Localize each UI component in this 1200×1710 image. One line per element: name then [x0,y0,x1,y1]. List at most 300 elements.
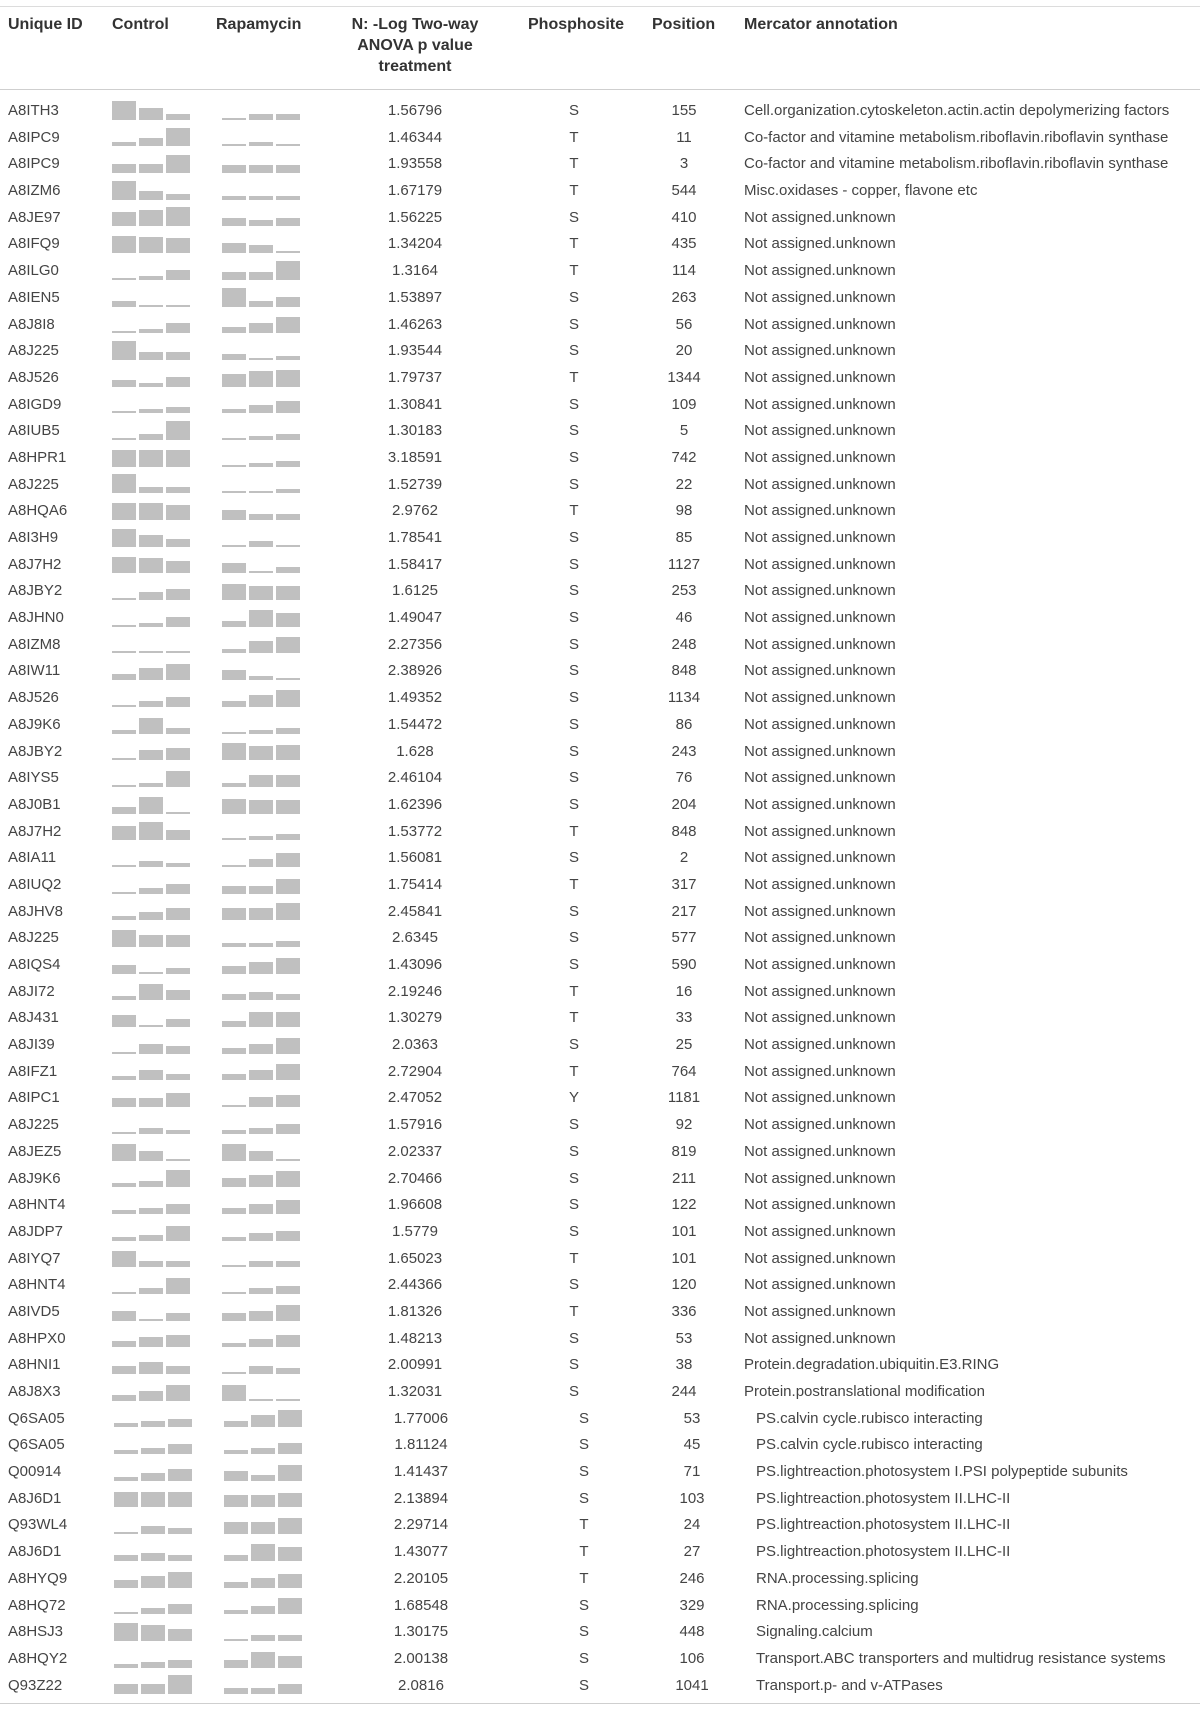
mercator-annotation-cell: Not assigned.unknown [744,422,896,440]
control-bar-2 [139,984,163,1000]
rapamycin-bar-2 [249,1311,273,1321]
unique-id-cell: A8J8I8 [8,315,55,333]
control-bar-2 [141,1608,165,1614]
control-bar-1 [112,1311,136,1321]
table-row [0,1645,1200,1672]
phosphosite-cell: S [568,715,579,733]
header-rapamycin: Rapamycin [216,16,302,33]
table-row [0,391,1200,418]
rapamycin-bar-2 [249,695,273,707]
control-sparkbars [112,1381,190,1401]
rapamycin-bar-1 [222,943,246,947]
mercator-annotation-cell: Not assigned.unknown [744,315,896,333]
control-bar-3 [168,1492,192,1507]
control-sparkbars [114,1514,192,1534]
unique-id-cell: A8J431 [8,1009,59,1027]
phosphosite-cell: S [578,1463,589,1481]
control-bar-3 [166,561,190,573]
table-row [0,1351,1200,1378]
table-row [0,311,1200,338]
rapamycin-bar-3 [276,1064,300,1080]
rapamycin-bar-1 [222,491,246,493]
mercator-annotation-cell: Not assigned.unknown [744,1142,896,1160]
rapamycin-bar-3 [276,613,300,627]
unique-id-cell: A8IUB5 [8,422,60,440]
control-sparkbars [112,153,190,173]
rapamycin-bar-3 [276,1368,300,1374]
mercator-annotation-cell: Not assigned.unknown [744,1276,896,1294]
control-bar-1 [112,142,136,146]
rapamycin-bar-2 [249,1261,273,1267]
position-cell: 22 [675,475,693,493]
bottom-rule [0,1703,1200,1704]
table-row [0,1058,1200,1085]
nlog-pvalue-cell: 1.30841 [387,395,443,413]
rapamycin-sparkbars [222,1381,300,1401]
control-bar-3 [166,1204,190,1214]
control-sparkbars [114,1674,192,1694]
unique-id-cell: A8IFZ1 [8,1062,58,1080]
phosphosite-cell: S [568,902,579,920]
position-cell: 742 [671,448,697,466]
control-bar-2 [139,623,163,627]
table-row [0,577,1200,604]
nlog-pvalue-cell: 2.38926 [387,662,443,680]
unique-id-cell: A8IYS5 [8,769,59,787]
rapamycin-bar-3 [276,1305,300,1321]
phosphosite-cell: S [568,1036,579,1054]
control-bar-3 [168,1572,192,1588]
control-bar-2 [139,108,163,120]
rapamycin-sparkbars [224,1621,302,1641]
control-sparkbars [112,927,190,947]
phosphosite-cell: S [568,769,579,787]
control-bar-2 [139,237,163,253]
phosphosite-cell: S [568,1116,579,1134]
control-sparkbars [112,473,190,493]
control-bar-1 [112,598,136,600]
position-cell: 20 [675,342,693,360]
phosphosite-cell: S [568,1329,579,1347]
control-bar-1 [112,1251,136,1267]
control-sparkbars [112,1194,190,1214]
mercator-annotation-cell: Not assigned.unknown [744,208,896,226]
rapamycin-bar-1 [222,1021,246,1027]
position-cell: 317 [671,875,697,893]
table-row [0,230,1200,257]
control-bar-2 [139,1208,163,1214]
rapamycin-bar-3 [278,1443,302,1454]
nlog-pvalue-cell: 2.45841 [387,902,443,920]
control-bar-3 [166,539,190,547]
rapamycin-bar-2 [249,1175,273,1187]
control-bar-1 [112,341,136,360]
control-bar-2 [139,383,163,387]
rapamycin-bar-3 [276,637,300,653]
rapamycin-sparkbars [222,1354,300,1374]
rapamycin-bar-2 [251,1635,275,1641]
position-cell: 1181 [667,1089,701,1107]
rapamycin-bar-3 [276,1038,300,1054]
control-bar-2 [139,651,163,653]
table-row [0,1618,1200,1645]
rapamycin-bar-2 [251,1544,275,1561]
phosphosite-cell: S [578,1623,589,1641]
rapamycin-bar-3 [276,356,300,360]
rapamycin-bar-2 [249,371,273,387]
rapamycin-bar-1 [222,1313,246,1321]
table-row [0,1191,1200,1218]
control-bar-2 [139,276,163,280]
control-sparkbars [112,1060,190,1080]
rapamycin-sparkbars [222,233,300,253]
control-bar-2 [139,1261,163,1267]
nlog-pvalue-cell: 2.0816 [398,1676,444,1694]
position-cell: 764 [671,1062,697,1080]
control-sparkbars [114,1461,192,1481]
control-bar-2 [139,164,163,173]
rapamycin-sparkbars [222,1194,300,1214]
table-row [0,871,1200,898]
unique-id-cell: A8HNI1 [8,1356,61,1374]
control-bar-2 [141,1421,165,1427]
control-bar-2 [141,1553,165,1561]
table-row [0,898,1200,925]
control-bar-3 [166,664,190,680]
phosphosite-cell: T [569,1249,579,1267]
position-cell: 120 [671,1276,697,1294]
phosphosite-cell: S [568,849,579,867]
position-cell: 98 [675,502,693,520]
control-bar-3 [166,323,190,333]
mercator-annotation-cell: PS.lightreaction.photosystem I.PSI polypeptide subunits [756,1463,1128,1481]
table-row [0,124,1200,151]
rapamycin-bar-1 [222,1048,246,1054]
position-cell: 1127 [667,555,701,573]
nlog-pvalue-cell: 1.54472 [387,715,443,733]
mercator-annotation-cell: PS.calvin cycle.rubisco interacting [756,1409,983,1427]
control-bar-1 [112,1052,136,1054]
table-row [0,1165,1200,1192]
table-row [0,1298,1200,1325]
unique-id-cell: A8IQS4 [8,956,61,973]
control-bar-3 [168,1444,192,1454]
position-cell: 101 [671,1222,697,1240]
control-bar-2 [139,912,163,920]
rapamycin-bar-1 [222,144,246,146]
phosphosite-cell: S [568,1196,579,1214]
rapamycin-bar-2 [249,586,273,600]
rapamycin-bar-1 [222,545,246,547]
rapamycin-sparkbars [222,206,300,226]
nlog-pvalue-cell: 1.81124 [394,1436,448,1454]
control-bar-2 [139,503,163,520]
rapamycin-bar-1 [222,438,246,440]
control-bar-2 [139,1128,163,1134]
unique-id-cell: A8JEZ5 [8,1142,62,1160]
control-bar-2 [139,888,163,894]
rapamycin-sparkbars [222,1301,300,1321]
control-bar-1 [112,785,136,787]
unique-id-cell: A8J225 [8,342,59,360]
mercator-annotation-cell: Not assigned.unknown [744,1116,896,1134]
table-row [0,844,1200,871]
rapamycin-bar-2 [249,1070,273,1080]
rapamycin-sparkbars [222,740,300,760]
position-cell: 46 [675,609,693,627]
control-sparkbars [112,527,190,547]
rapamycin-bar-3 [278,1635,302,1641]
table-row [0,818,1200,845]
rapamycin-bar-1 [222,584,246,600]
rapamycin-bar-3 [276,690,300,707]
control-bar-2 [139,1337,163,1347]
phosphosite-cell: T [579,1543,589,1561]
rapamycin-bar-1 [222,1178,246,1187]
unique-id-cell: A8JBY2 [8,742,63,760]
rapamycin-bar-2 [249,1339,273,1347]
table-row [0,1138,1200,1165]
control-bar-2 [141,1662,165,1668]
control-sparkbars [112,1354,190,1374]
position-cell: 109 [671,395,697,413]
control-bar-3 [166,1226,190,1241]
position-cell: 1041 [675,1676,709,1694]
control-bar-1 [112,212,136,226]
table-row [0,1111,1200,1138]
table-row [0,1245,1200,1272]
control-bar-2 [141,1448,165,1454]
nlog-pvalue-cell: 1.53897 [387,288,443,306]
rapamycin-sparkbars [222,954,300,974]
control-bar-3 [166,748,190,760]
mercator-annotation-cell: Not assigned.unknown [744,742,896,760]
control-sparkbars [112,847,190,867]
table-row [0,1672,1200,1699]
mercator-annotation-cell: Not assigned.unknown [744,1302,896,1320]
rapamycin-bar-2 [249,1012,273,1027]
control-bar-1 [112,1076,136,1080]
rapamycin-bar-2 [249,514,273,520]
nlog-pvalue-cell: 1.46263 [387,315,443,333]
rapamycin-sparkbars [224,1434,302,1454]
rapamycin-bar-3 [276,941,300,947]
phosphosite-cell: S [568,1383,579,1400]
mercator-annotation-cell: Not assigned.unknown [744,475,896,493]
phosphosite-cell: S [568,102,579,119]
unique-id-cell: A8IFQ9 [8,235,60,253]
nlog-pvalue-cell: 1.52739 [387,475,443,493]
rapamycin-bar-2 [251,1688,275,1694]
position-cell: 16 [675,982,693,1000]
control-bar-3 [166,421,190,440]
table-row [0,1538,1200,1565]
rapamycin-bar-1 [222,288,246,307]
nlog-pvalue-cell: 1.48213 [387,1329,443,1347]
control-bar-3 [166,1366,190,1374]
rapamycin-bar-2 [249,836,273,840]
phosphosite-cell: S [578,1489,589,1507]
control-bar-2 [139,1044,163,1054]
unique-id-cell: A8IPC9 [8,128,60,146]
control-sparkbars [112,1007,190,1027]
unique-id-cell: A8ITH3 [8,102,59,119]
nlog-pvalue-cell: 1.49352 [387,689,443,707]
control-bar-2 [141,1473,165,1481]
mercator-annotation-cell: Not assigned.unknown [744,368,896,386]
table-row [0,764,1200,791]
control-sparkbars [112,447,190,467]
rapamycin-bar-1 [224,1450,248,1454]
rapamycin-bar-2 [251,1495,275,1507]
control-bar-1 [112,826,136,840]
rapamycin-bar-3 [276,678,300,680]
control-sparkbars [112,313,190,333]
table-row [0,1004,1200,1031]
mercator-annotation-cell: Co-factor and vitamine metabolism.riboflavin.riboflavin synthase [744,155,1169,173]
position-cell: 2 [679,849,689,867]
control-sparkbars [112,1221,190,1241]
rapamycin-sparkbars [222,633,300,653]
position-cell: 38 [675,1356,693,1374]
control-bar-1 [112,705,136,707]
control-bar-3 [166,812,190,814]
control-bar-1 [112,1183,136,1187]
control-bar-2 [139,535,163,547]
rapamycin-bar-1 [222,374,246,387]
position-cell: 53 [683,1409,701,1427]
rapamycin-bar-1 [222,649,246,653]
mercator-annotation-cell: Not assigned.unknown [744,1196,896,1214]
control-bar-2 [139,1025,163,1027]
phosphosite-cell: T [569,128,579,146]
control-bar-2 [141,1684,165,1694]
phosphosite-cell: T [569,502,579,520]
position-cell: 76 [675,769,693,787]
control-bar-1 [112,758,136,760]
control-bar-1 [112,730,136,734]
rapamycin-bar-1 [222,1343,246,1347]
table-row [0,177,1200,204]
mercator-annotation-cell: Not assigned.unknown [744,902,896,920]
rapamycin-bar-1 [224,1495,248,1507]
position-cell: 244 [671,1383,697,1400]
phosphosite-cell: S [568,795,579,813]
rapamycin-bar-2 [249,746,273,760]
position-cell: 577 [671,929,697,947]
control-sparkbars [112,260,190,280]
unique-id-cell: A8IA11 [8,849,57,867]
control-bar-2 [141,1526,165,1534]
control-bar-2 [139,1235,163,1241]
control-bar-3 [166,1074,190,1080]
position-cell: 263 [671,288,697,306]
rapamycin-sparkbars [224,1514,302,1534]
nlog-pvalue-cell: 3.18591 [387,448,443,466]
unique-id-cell: Q93WL4 [8,1516,68,1534]
control-bar-3 [168,1660,192,1668]
unique-id-cell: Q93Z22 [8,1676,63,1694]
unique-id-cell: A8HPR1 [8,448,67,466]
control-bar-2 [139,1098,163,1107]
rapamycin-bar-1 [222,966,246,974]
control-sparkbars [112,580,190,600]
unique-id-cell: A8HQ72 [8,1596,66,1614]
control-bar-2 [139,701,163,707]
control-bar-1 [112,807,136,814]
control-bar-3 [168,1469,192,1481]
control-bar-3 [166,1046,190,1054]
rapamycin-bar-1 [222,465,246,467]
rapamycin-bar-2 [251,1448,275,1454]
control-bar-1 [112,674,136,680]
control-sparkbars [112,740,190,760]
table-row [0,1378,1200,1405]
control-bar-2 [141,1625,165,1641]
control-bar-2 [139,797,163,814]
control-bar-1 [112,301,136,307]
table-row [0,631,1200,658]
position-cell: 33 [675,1009,693,1027]
mercator-annotation-cell: Not assigned.unknown [744,582,896,600]
nlog-pvalue-cell: 1.3164 [392,262,438,280]
nlog-pvalue-cell: 2.46104 [387,769,443,787]
control-sparkbars [112,367,190,387]
rapamycin-bar-1 [224,1688,248,1694]
rapamycin-sparkbars [222,527,300,547]
control-bar-1 [112,236,136,253]
mercator-annotation-cell: Not assigned.unknown [744,1222,896,1240]
control-bar-1 [112,1144,136,1161]
rapamycin-bar-1 [222,908,246,920]
position-cell: 155 [671,102,697,119]
rapamycin-bar-2 [251,1522,275,1534]
rapamycin-bar-3 [276,800,300,814]
rapamycin-sparkbars [222,607,300,627]
header-nlog-anova [338,14,492,77]
control-bar-2 [141,1576,165,1588]
position-cell: 114 [672,262,696,280]
mercator-annotation-cell: Not assigned.unknown [744,529,896,546]
rapamycin-sparkbars [222,420,300,440]
table-row [0,417,1200,444]
rapamycin-bar-3 [276,165,300,173]
control-sparkbars [112,1034,190,1054]
control-bar-2 [139,191,163,200]
phosphosite-cell: S [568,635,579,653]
rapamycin-bar-1 [222,409,246,413]
rapamycin-bar-3 [278,1684,302,1694]
control-bar-1 [112,503,136,520]
control-bar-1 [112,1395,136,1401]
phosphosite-cell: T [569,875,579,893]
control-bar-2 [139,783,163,787]
control-bar-1 [114,1477,138,1481]
control-bar-3 [166,407,190,413]
unique-id-cell: Q6SA05 [8,1409,65,1427]
control-sparkbars [112,393,190,413]
unique-id-cell: A8ILG0 [8,262,59,280]
table-row [0,738,1200,765]
control-bar-1 [112,529,136,547]
mercator-annotation-cell: Not assigned.unknown [744,448,896,466]
phosphosite-cell: S [568,1356,579,1374]
nlog-pvalue-cell: 1.93544 [387,342,443,360]
mercator-annotation-cell: Not assigned.unknown [744,1009,896,1027]
nlog-pvalue-cell: 1.34204 [387,235,443,253]
mercator-annotation-cell: Not assigned.unknown [744,609,896,627]
rapamycin-bar-2 [249,992,273,1000]
